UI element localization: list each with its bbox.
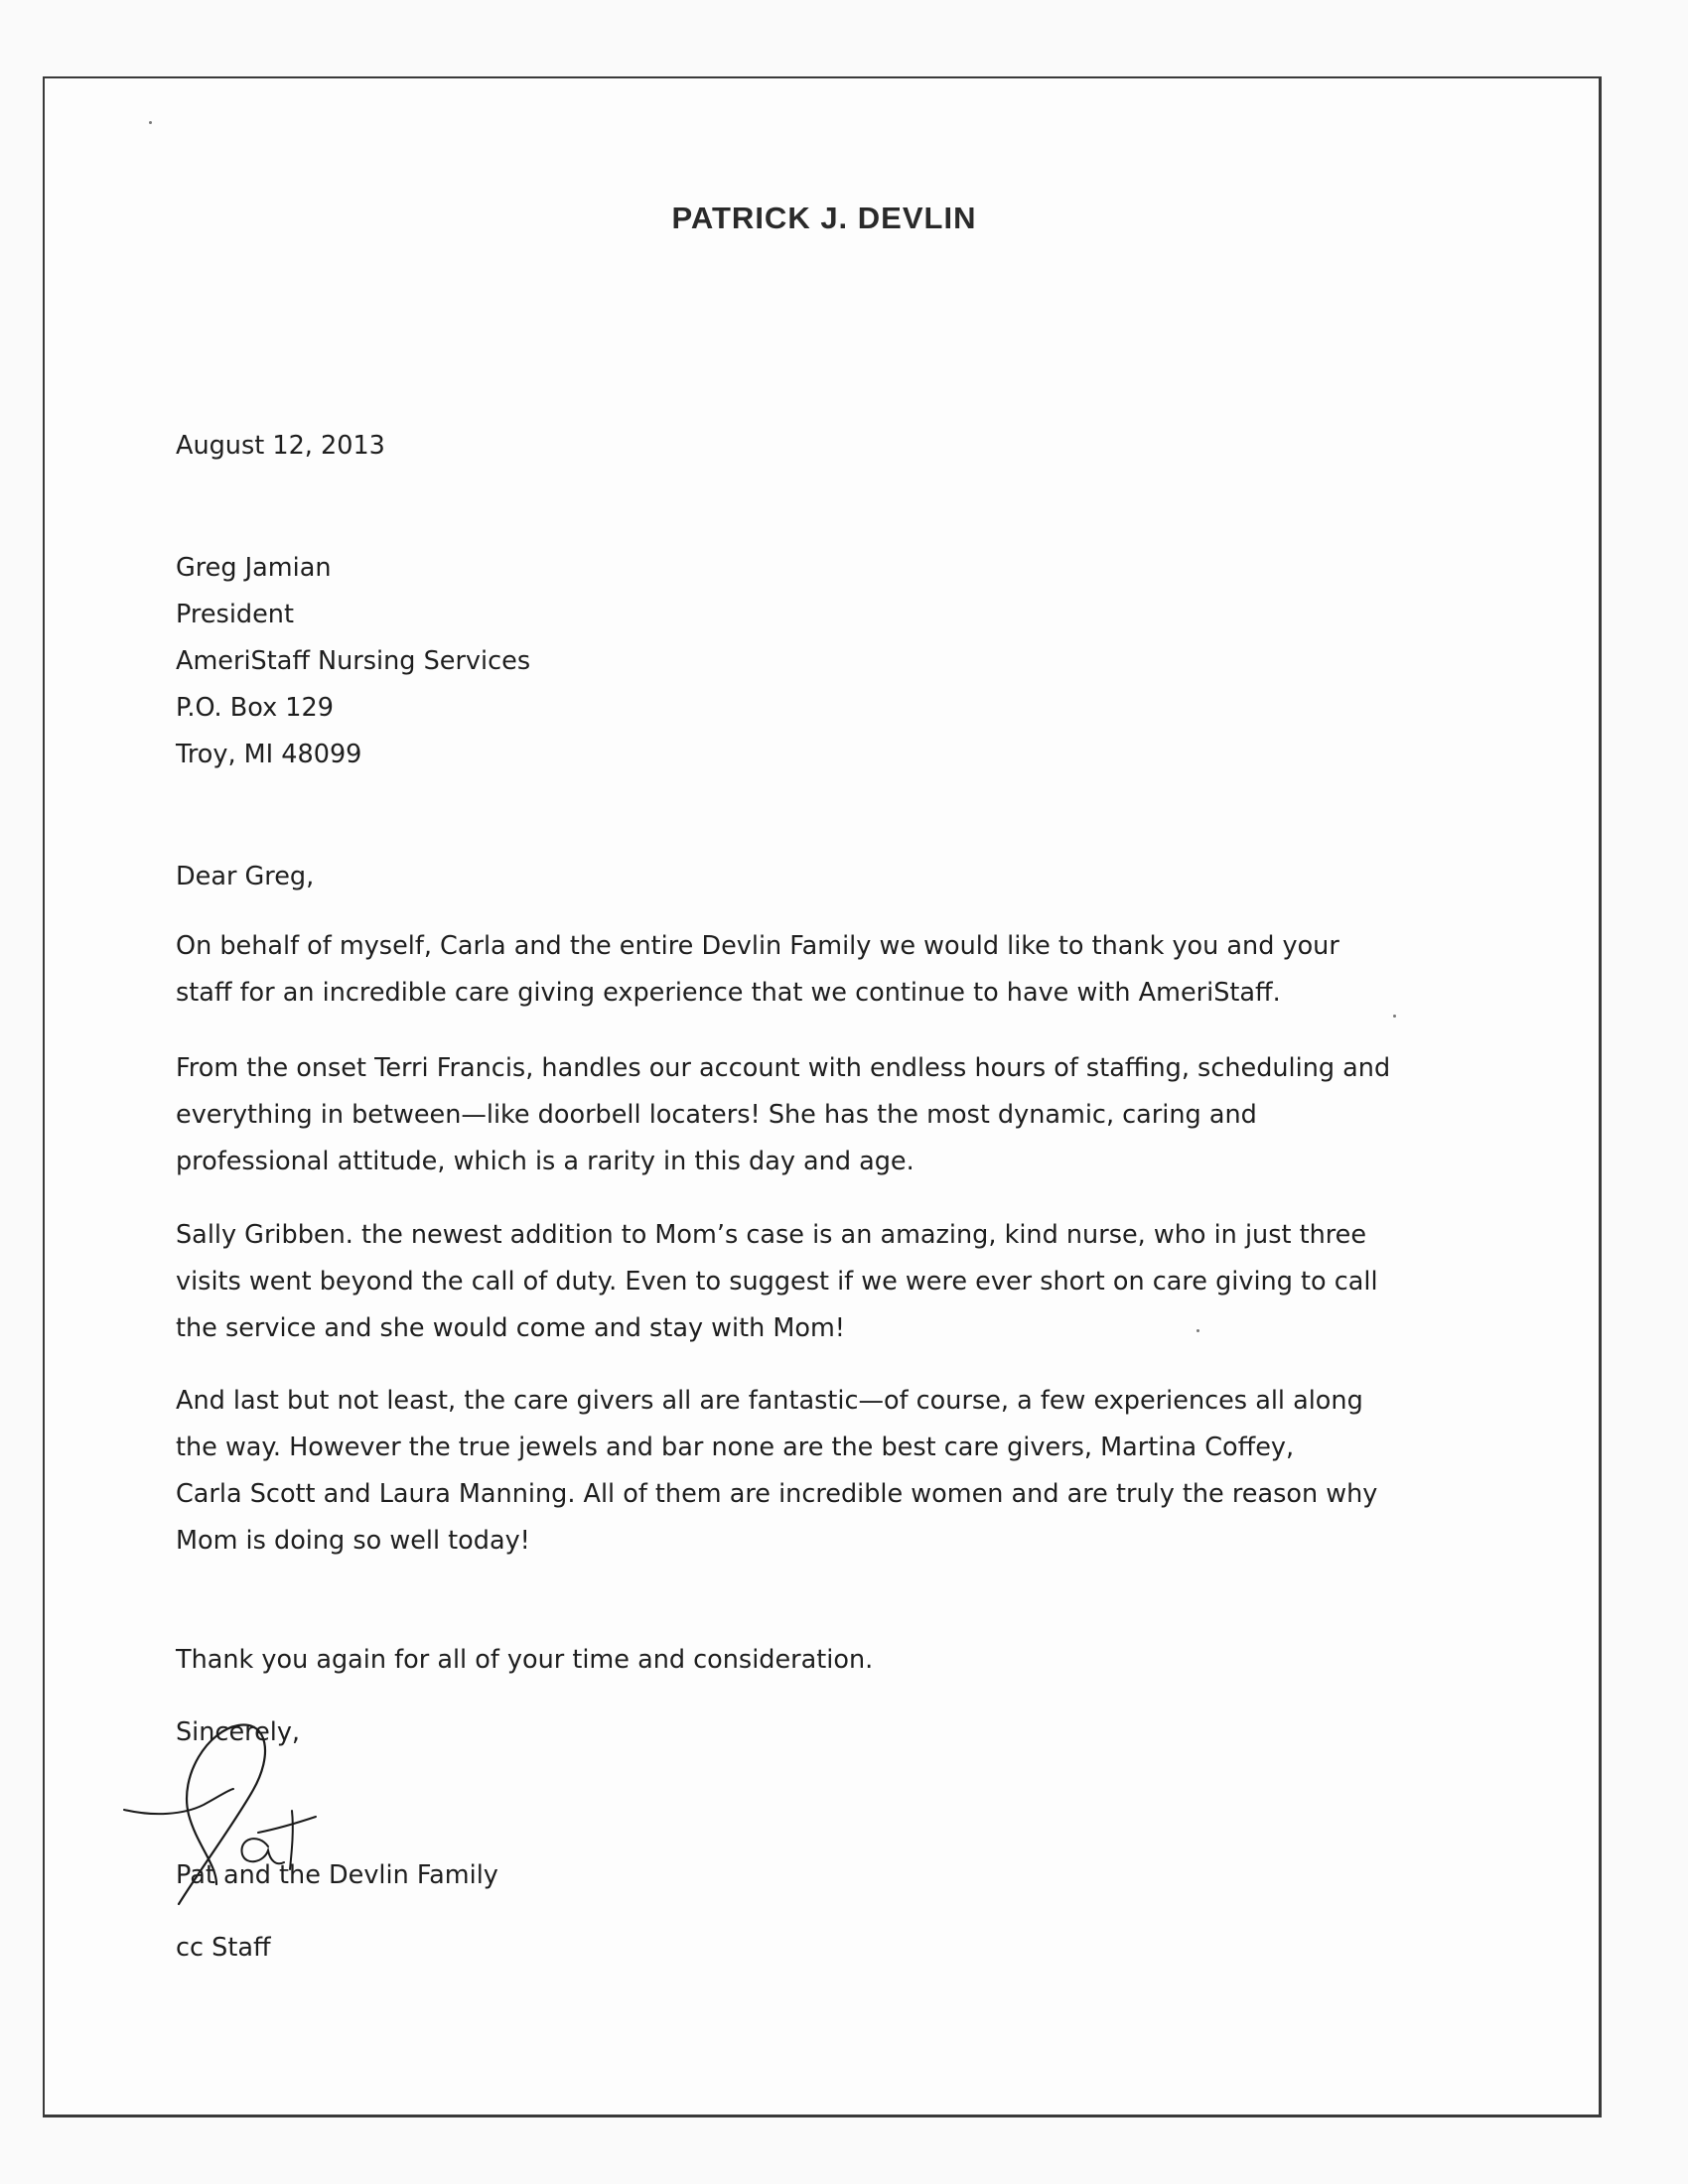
closing-sincerely: Sincerely, — [176, 1717, 301, 1747]
paragraph-sally-gribben — [176, 1212, 1496, 1352]
paragraph-care-givers — [176, 1378, 1496, 1565]
recipient-title: President — [176, 600, 294, 629]
paragraph-line: Sally Gribben. the newest addition to Mom’s case is an amazing, kind nurse, who in just three — [176, 1220, 1367, 1250]
paragraph-line: staff for an incredible care giving experience that we continue to have with AmeriStaff. — [176, 978, 1281, 1008]
paragraph-line: Mom is doing so well today! — [176, 1526, 530, 1556]
signoff: Pat and the Devlin Family — [176, 1860, 498, 1890]
scan-speck — [1196, 1329, 1199, 1332]
letter-date: August 12, 2013 — [176, 431, 385, 461]
paragraph-line: the way. However the true jewels and bar none are the best care givers, Martina Coffey, — [176, 1433, 1295, 1462]
paragraph-line: On behalf of myself, Carla and the entire Devlin Family we would like to thank you and your — [176, 931, 1339, 961]
closing-thanks: Thank you again for all of your time and consideration. — [176, 1645, 874, 1675]
paragraph-thanks — [176, 923, 1496, 1017]
scan-speck — [1393, 1015, 1396, 1018]
paragraph-line: everything in between—like doorbell locaters! She has the most dynamic, caring and — [176, 1100, 1257, 1130]
letterhead-name: PATRICK J. DEVLIN — [671, 201, 977, 235]
paragraph-line: And last but not least, the care givers all are fantastic—of course, a few experiences all along — [176, 1386, 1363, 1416]
signature-mark — [109, 1706, 338, 1934]
salutation: Dear Greg, — [176, 862, 315, 891]
paragraph-terri-francis — [176, 1045, 1496, 1185]
scan-speck — [149, 121, 152, 124]
paragraph-line: From the onset Terri Francis, handles our account with endless hours of staffing, scheduling and — [176, 1053, 1391, 1083]
cc-line: cc Staff — [176, 1933, 271, 1963]
recipient-company: AmeriStaff Nursing Services — [176, 646, 531, 676]
paragraph-line: the service and she would come and stay with Mom! — [176, 1313, 846, 1343]
recipient-name: Greg Jamian — [176, 553, 332, 583]
recipient-address-line1: P.O. Box 129 — [176, 693, 334, 723]
paragraph-line: visits went beyond the call of duty. Even to suggest if we were ever short on care giving to call — [176, 1267, 1378, 1297]
paragraph-line: Carla Scott and Laura Manning. All of them are incredible women and are truly the reason why — [176, 1479, 1378, 1509]
paragraph-line: professional attitude, which is a rarity in this day and age. — [176, 1147, 914, 1176]
recipient-address-line2: Troy, MI 48099 — [176, 740, 362, 769]
